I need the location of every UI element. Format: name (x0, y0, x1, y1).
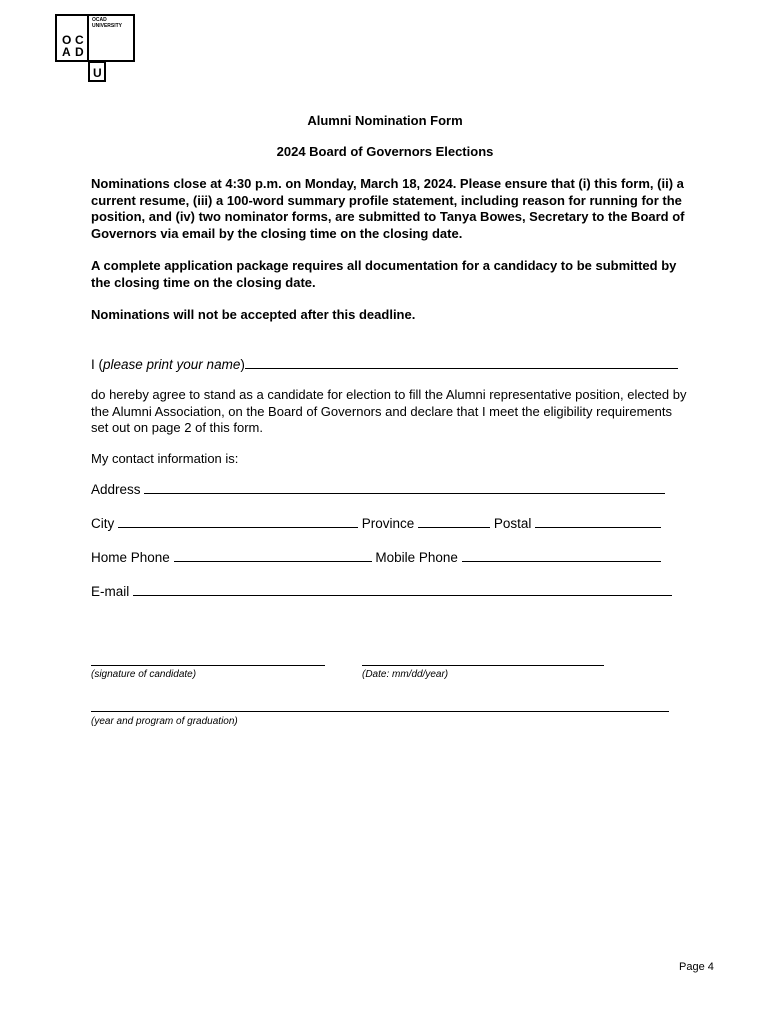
page-number: Page 4 (679, 961, 714, 973)
logo-letter-o: O (62, 33, 72, 47)
postal-field[interactable] (535, 515, 661, 528)
name-field[interactable] (245, 356, 678, 369)
name-line (91, 356, 678, 372)
phone-line (91, 549, 661, 565)
nominations-close-paragraph: Nominations close at 4:30 p.m. on Monday, March 18, 2024. Please ensure that (i) this form, (ii) a current resume, (iii) a 100-word summary profile statement, including reason for running for the position, and (iv) two nominator forms, are submitted to Tanya Bowes, Secretary to the Board of Governors via email by the closing time on the closing date. (91, 176, 685, 241)
home-phone-field[interactable] (174, 549, 372, 562)
email-field[interactable] (133, 583, 672, 596)
email-label: E-mail (91, 584, 130, 599)
city-label: City (91, 516, 115, 531)
name-prefix: I ( (91, 357, 103, 372)
logo-university-text (92, 17, 132, 29)
logo-university-line-1: OCAD (92, 17, 107, 23)
agreement-paragraph: do hereby agree to stand as a candidate for election to fill the Alumni representative position, elected by the Alumni Association, on the Board of Governors and declare that I meet the eligibility requirements set out on page 2 of this form. (91, 387, 687, 435)
city-line (91, 515, 661, 531)
date-caption: (Date: mm/dd/year) (362, 669, 449, 680)
address-label: Address (91, 482, 141, 497)
contact-intro: My contact information is: (91, 451, 239, 466)
logo-letter-u: U (93, 66, 102, 80)
form-subtitle: 2024 Board of Governors Elections (276, 144, 494, 159)
city-field[interactable] (118, 515, 358, 528)
province-label: Province (361, 516, 415, 531)
logo-letter-d: D (75, 45, 84, 59)
form-title: Alumni Nomination Form (307, 113, 463, 128)
signature-field[interactable] (91, 665, 325, 666)
signature-caption: (signature of candidate) (91, 669, 197, 680)
ocad-university-logo (55, 14, 135, 82)
logo-university-line-2: UNIVERSITY (92, 23, 123, 29)
email-line (91, 583, 672, 599)
complete-package-paragraph: A complete application package requires all documentation for a candidacy to be submitted by the closing time on the closing date. (91, 258, 677, 290)
name-suffix: ) (240, 357, 245, 372)
postal-label: Postal (493, 516, 532, 531)
address-line (91, 481, 665, 497)
deadline-paragraph: Nominations will not be accepted after this deadline. (91, 307, 416, 322)
logo-letter-c: C (75, 33, 84, 47)
graduation-field[interactable] (91, 711, 669, 712)
date-field[interactable] (362, 665, 604, 666)
name-instruction: please print your name (103, 357, 241, 372)
mobile-phone-field[interactable] (462, 549, 661, 562)
address-field[interactable] (144, 481, 665, 494)
home-phone-label: Home Phone (91, 550, 170, 565)
mobile-phone-label: Mobile Phone (375, 550, 458, 565)
province-field[interactable] (418, 515, 490, 528)
logo-letter-a: A (62, 45, 71, 59)
graduation-caption: (year and program of graduation) (91, 716, 238, 727)
